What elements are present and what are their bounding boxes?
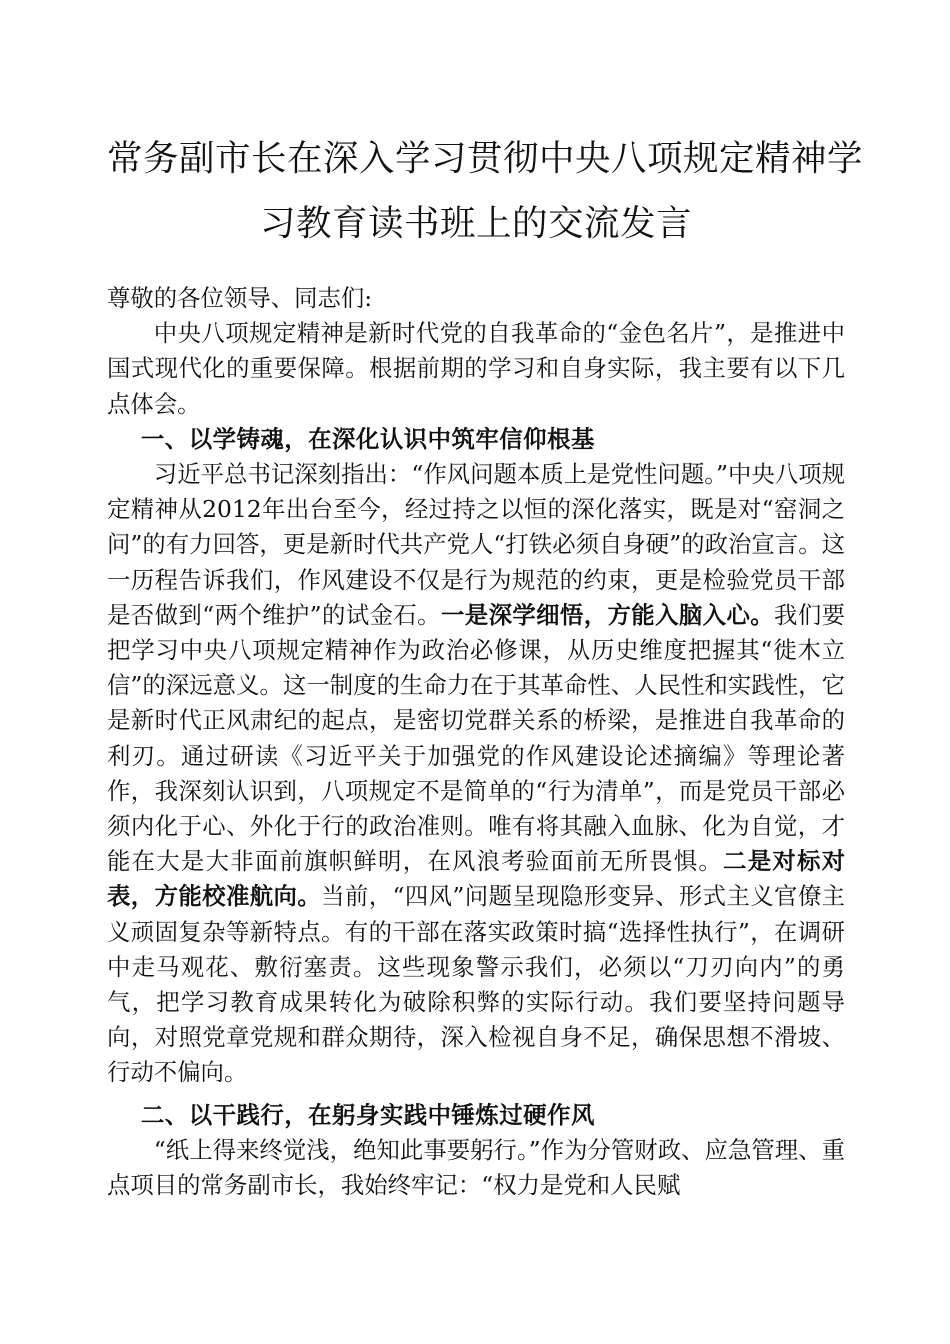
document-body [107, 281, 845, 1203]
document-title [107, 126, 864, 256]
document-page [107, 126, 864, 1203]
title-line-2: 习教育读书班上的交流发言 [259, 203, 692, 244]
intro-paragraph: 中央八项规定精神是新时代党的自我革命的“金色名片”，是推进中国式现代化的重要保障。根据前期的学习和自身实际，我主要有以下几点体会。 [107, 319, 845, 418]
section-1-paragraph [107, 457, 845, 1091]
title-line-1: 常务副市长在深入学习贯彻中央八项规定精神学 [107, 138, 864, 179]
section-1-point-2: 二是对标对表，方能校准航向。 [107, 847, 846, 911]
section-1-heading: 一、以学铸魂，在深化认识中筑牢信仰根基 [140, 424, 595, 453]
section-1-text-a: 习近平总书记深刻指出：“作风问题本质上是党性问题。”中央八项规定精神从2012年出台至今，经过持之以恒的深化落实，既是对“窑洞之问”的有力回答，更是新时代共产党人“打铁必须自身硬”的政治宣言。这一历程告诉我们，作风建设不仅是行为规范的约束，更是检验党员干部是否做到“两个维护”的试金石。 [107, 460, 845, 629]
section-1-point-1: 一是深学细悟，方能入脑入心。 [440, 600, 775, 629]
section-1-text-b: 我们要把学习中央八项规定精神作为政治必修课，从历史维度把握其“徙木立信”的深远意义。这一制度的生命力在于其革命性、人民性和实践性，它是新时代正风肃纪的起点，是密切党群关系的桥梁，是推进自我革命的利刃。通过研读《习近平关于加强党的作风建设论述摘编》等理论著作，我深刻认识到，八项规定不是简单的“行为清单”，而是党员干部必须内化于心、外化于行的政治准则。唯有将其融入血脉、化为自觉，才能在大是大非面前旗帜鲜明，在风浪考验面前无所畏惧。 [107, 600, 846, 876]
salutation: 尊敬的各位领导、同志们: [107, 284, 373, 312]
section-2-heading: 二、以干践行，在躬身实践中锤炼过硬作风 [140, 1100, 595, 1129]
section-1-text-c: 当前，“四风”问题呈现隐形变异、形式主义官僚主义顽固复杂等新特点。有的干部在落实政策时搞“选择性执行”，在调研中走马观花、敷衍塞责。这些现象警示我们，必须以“刀刃向内”的勇气，把学习教育成果转化为破除积弊的实际行动。我们要坚持问题导向，对照党章党规和群众期待，深入检视自身不足，确保思想不滑坡、行动不偏向。 [107, 882, 845, 1087]
section-2-paragraph: “纸上得来终觉浅，绝知此事要躬行。”作为分管财政、应急管理、重点项目的常务副市长，我始终牢记：“权力是党和人民赋 [107, 1135, 845, 1200]
